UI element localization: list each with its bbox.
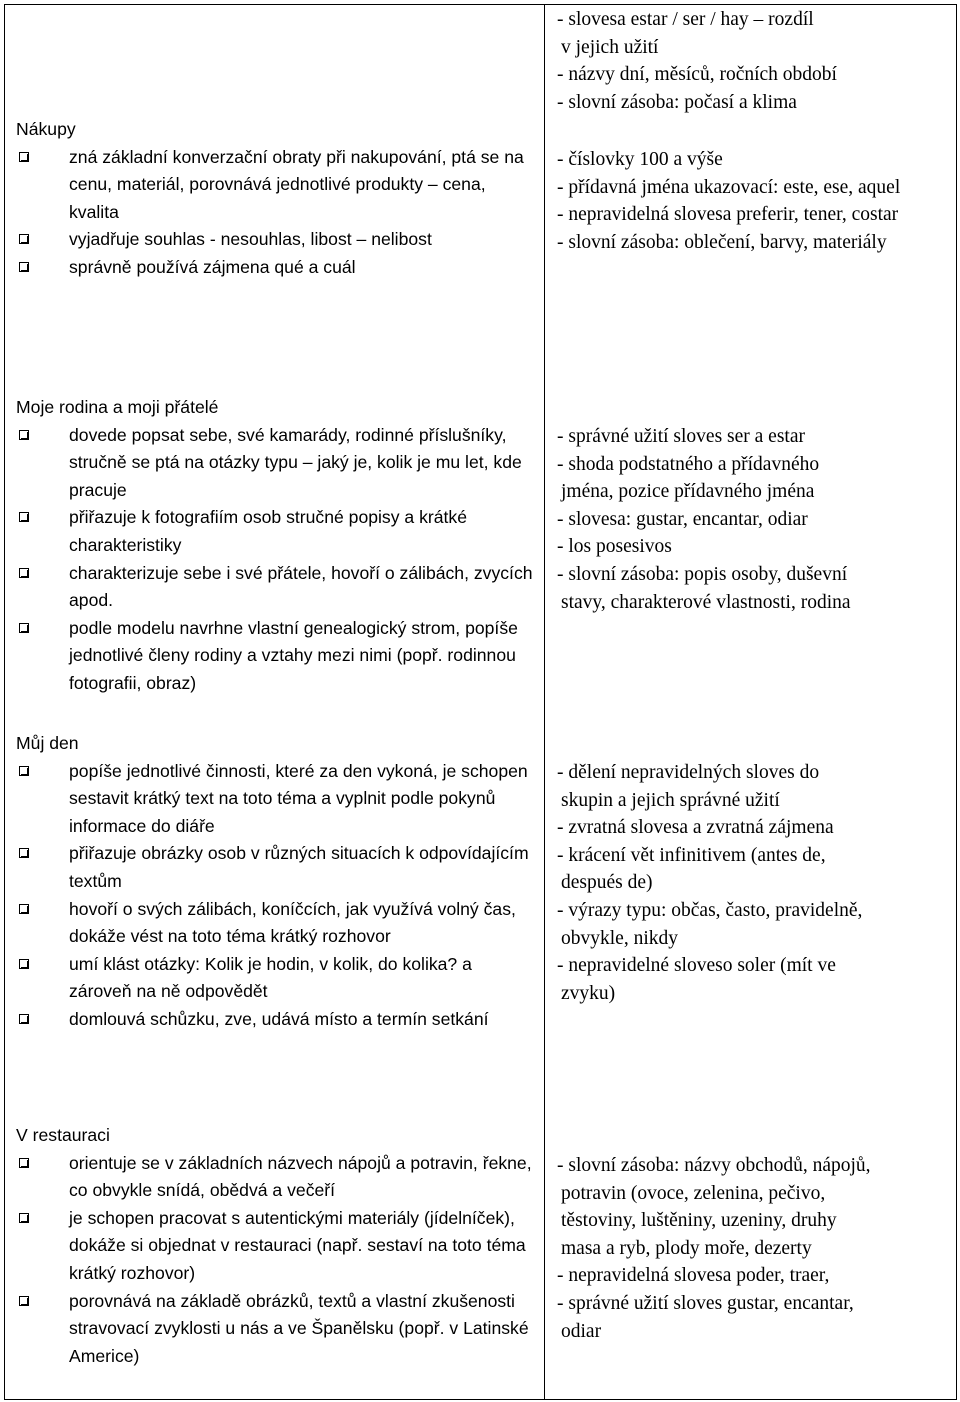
row-den-topic (16, 730, 536, 1034)
table-border-right (956, 4, 957, 1400)
grammar-line: jména, pozice přídavného jména (561, 481, 815, 503)
checkbox-bullet-icon (19, 234, 30, 245)
row-restaurace-topic (16, 1122, 536, 1370)
outcome-item (16, 504, 536, 559)
row-restaurace-grammar (557, 1152, 952, 1345)
checkbox-bullet-icon (19, 766, 30, 777)
row-den-grammar (557, 759, 952, 1007)
grammar-line: - nepravidelná slovesa preferir, tener, costar (557, 204, 899, 226)
checkbox-bullet-icon (19, 1213, 30, 1224)
row-nakupy-grammar (557, 146, 952, 256)
grammar-line: - slovní zásoba: popis osoby, duševní (557, 563, 848, 585)
outcome-item (16, 1150, 536, 1205)
outcome-text: přiřazuje k fotografiím osob stručné popisy a krátké charakteristiky (69, 507, 467, 555)
column-divider (544, 4, 545, 1400)
checkbox-bullet-icon (19, 623, 30, 634)
outcome-text: podle modelu navrhne vlastní genealogický strom, popíše jednotlivé členy rodiny a vztahy mezi nimi (popř. rodinnou fotografii, obraz) (69, 617, 518, 693)
outcome-list (16, 144, 536, 282)
checkbox-bullet-icon (19, 904, 30, 915)
section-title: Nákupy (16, 119, 76, 139)
grammar-line: zvyku) (561, 982, 616, 1004)
outcome-item (16, 615, 536, 698)
grammar-line: - nepravidelná slovesa poder, traer, (557, 1265, 830, 1287)
grammar-line: - zvratná slovesa a zvratná zájmena (557, 817, 834, 839)
grammar-line: - správné užití sloves gustar, encantar, (557, 1292, 854, 1314)
checkbox-bullet-icon (19, 1014, 30, 1025)
section-title: Můj den (16, 733, 79, 753)
checkbox-bullet-icon (19, 1296, 30, 1307)
row-nakupy-topic (16, 116, 536, 282)
checkbox-bullet-icon (19, 959, 30, 970)
row-rodina-topic (16, 394, 536, 698)
outcome-text: správně používá zájmena qué a cuál (69, 256, 356, 277)
grammar-line: - přídavná jména ukazovací: este, ese, aquel (557, 176, 901, 198)
grammar-line: - krácení vět infinitivem (antes de, (557, 844, 826, 866)
grammar-line: potravin (ovoce, zelenina, pečivo, (561, 1182, 826, 1204)
outcome-text: popíše jednotlivé činnosti, které za den vykoná, je schopen sestavit krátký text na toto téma a vyplnit podle pokynů informace do diáře (69, 760, 528, 836)
grammar-line: - číslovky 100 a výše (557, 149, 723, 170)
checkbox-bullet-icon (19, 1158, 30, 1169)
checkbox-bullet-icon (19, 152, 30, 163)
row-rodina-grammar (557, 423, 952, 616)
grammar-line: - slovní zásoba: počasí a klima (557, 91, 797, 113)
grammar-line: - slovesa estar / ser / hay – rozdíl (557, 9, 814, 30)
outcome-list (16, 758, 536, 1034)
checkbox-bullet-icon (19, 512, 30, 523)
grammar-line: těstoviny, luštěniny, uzeniny, druhy (561, 1210, 837, 1232)
outcome-text: hovoří o svých zálibách, koníčcích, jak využívá volný čas, dokáže vést na toto téma krátký rozhovor (69, 898, 516, 947)
grammar-line: después de) (561, 872, 653, 894)
grammar-line: - slovesa: gustar, encantar, odiar (557, 508, 808, 530)
grammar-line: - slovní zásoba: oblečení, barvy, materiály (557, 231, 887, 253)
outcome-text: je schopen pracovat s autentickými materiály (jídelníček), dokáže si objednat v restauraci (např. sestaví na toto téma krátký rozhovor) (69, 1207, 526, 1283)
grammar-line: - dělení nepravidelných sloves do (557, 762, 820, 783)
outcome-item (16, 144, 536, 227)
grammar-line: v jejich užití (561, 36, 659, 58)
section-title: Moje rodina a moji přátelé (16, 397, 219, 417)
grammar-line: - slovní zásoba: názvy obchodů, nápojů, (557, 1155, 871, 1176)
checkbox-bullet-icon (19, 848, 30, 859)
outcome-text: domlouvá schůzku, zve, udává místo a termín setkání (69, 1008, 489, 1029)
grammar-line: - los posesivos (557, 536, 672, 558)
outcome-list (16, 422, 536, 698)
outcome-text: charakterizuje sebe i své přátele, hovoří o zálibách, zvycích apod. (69, 562, 533, 611)
outcome-item (16, 896, 536, 951)
outcome-item (16, 1288, 536, 1371)
outcome-item (16, 422, 536, 505)
outcome-item (16, 226, 536, 254)
table-border-left (4, 4, 5, 1400)
table-border-bottom (4, 1399, 957, 1400)
grammar-line: - výrazy typu: občas, často, pravidelně, (557, 899, 863, 921)
row-0-grammar (557, 6, 952, 116)
outcome-text: zná základní konverzační obraty při nakupování, ptá se na cenu, materiál, porovnává jednotlivé produkty – cena, kvalita (69, 146, 524, 222)
outcome-text: dovede popsat sebe, své kamarády, rodinné příslušníky, stručně se ptá na otázky typu – jaký je, kolik je mu let, kde pracuje (69, 424, 522, 500)
checkbox-bullet-icon (19, 568, 30, 579)
section-title: V restauraci (16, 1125, 110, 1145)
outcome-item (16, 1205, 536, 1288)
outcome-text: přiřazuje obrázky osob v různých situacích k odpovídajícím textům (69, 843, 529, 891)
outcome-text: porovnává na základě obrázků, textů a vlastní zkušenosti stravovací zvyklosti u nás a ve Španělsku (popř. v Latinské Americe) (69, 1290, 529, 1366)
grammar-line: obvykle, nikdy (561, 927, 678, 949)
outcome-item (16, 1006, 536, 1034)
outcome-text: vyjadřuje souhlas - nesouhlas, libost – nelibost (69, 229, 432, 250)
checkbox-bullet-icon (19, 430, 30, 441)
outcome-item (16, 560, 536, 615)
outcome-text: orientuje se v základních názvech nápojů a potravin, řekne, co obvykle snídá, obědvá a večeří (69, 1152, 532, 1201)
table-border-top (4, 4, 957, 5)
grammar-line: odiar (561, 1320, 602, 1342)
grammar-line: skupin a jejich správné užití (561, 789, 780, 811)
grammar-line: masa a ryb, plody moře, dezerty (561, 1237, 812, 1259)
grammar-line: - správné užití sloves ser a estar (557, 426, 805, 447)
grammar-line: stavy, charakterové vlastnosti, rodina (561, 591, 851, 613)
outcome-item (16, 840, 536, 895)
grammar-line: - shoda podstatného a přídavného (557, 453, 820, 475)
outcome-text: umí klást otázky: Kolik je hodin, v kolik, do kolika? a zároveň na ně odpovědět (69, 953, 472, 1002)
outcome-list (16, 1150, 536, 1371)
outcome-item (16, 758, 536, 841)
grammar-line: - nepravidelné sloveso soler (mít ve (557, 955, 836, 977)
outcome-item (16, 951, 536, 1006)
outcome-item (16, 254, 536, 282)
checkbox-bullet-icon (19, 262, 30, 273)
grammar-line: - názvy dní, měsíců, ročních období (557, 64, 837, 86)
